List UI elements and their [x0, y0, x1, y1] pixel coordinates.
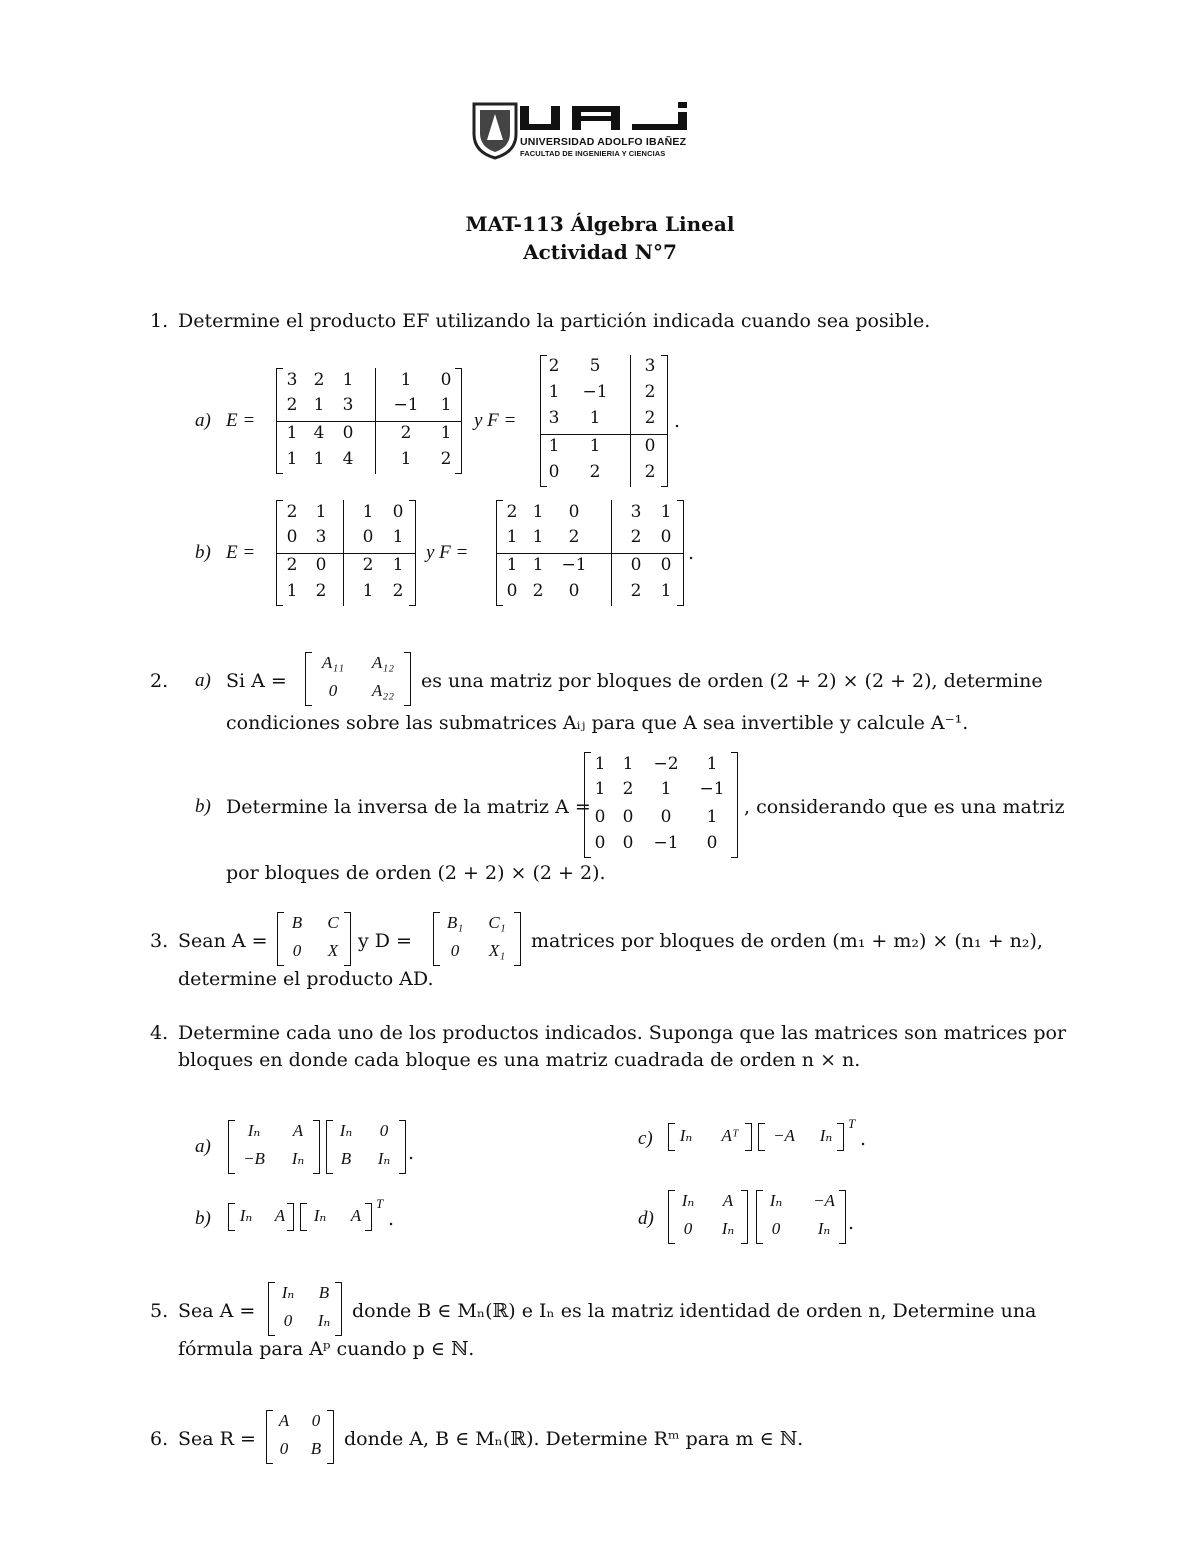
matrix-cell: Iₙ — [817, 1219, 831, 1238]
matrix-cell: 3 — [286, 370, 298, 390]
matrix-cell: −1 — [561, 555, 587, 575]
matrix-cell: 0 — [440, 370, 452, 390]
matrix-cell: A₁₂ — [371, 653, 395, 672]
matrix-cell: 0 — [392, 502, 404, 522]
matrix-cell: 2 — [622, 779, 634, 799]
problem-4d-period: . — [848, 1212, 855, 1234]
matrix-cell: 0 — [568, 502, 580, 522]
problem-2b-label: b) — [195, 796, 211, 817]
matrix-cell: −1 — [582, 382, 608, 402]
matrix-cell: 1 — [440, 395, 452, 415]
matrix-4b-2 — [300, 1203, 372, 1231]
matrix-cell: 3 — [548, 408, 560, 428]
matrix-cell: 4 — [342, 449, 354, 469]
matrix-cell: A — [292, 1121, 304, 1140]
matrix-cell: 0 — [594, 833, 606, 853]
problem-2a-label: a) — [195, 670, 211, 691]
matrix-cell: Iₙ — [721, 1219, 735, 1238]
matrix-cell: −B — [243, 1149, 265, 1168]
matrix-4d-2 — [756, 1190, 846, 1244]
matrix-cell: 1 — [532, 555, 544, 575]
uai-wordmark-icon — [520, 100, 695, 134]
matrix-cell: 0 — [622, 807, 634, 827]
matrix-cell: 2 — [644, 408, 656, 428]
problem-4c-label: c) — [638, 1128, 653, 1149]
matrix-cell: 1 — [660, 779, 672, 799]
matrix-cell: 4 — [313, 423, 325, 443]
matrix-cell: 1 — [362, 581, 374, 601]
problem-2a-text-start: Si A = — [226, 670, 287, 692]
problem-1b-label: b) — [195, 542, 211, 563]
matrix-cell: 0 — [568, 581, 580, 601]
matrix-cell: 0 — [506, 581, 518, 601]
matrix-cell: −1 — [653, 833, 679, 853]
problem-5-number: 5. — [150, 1300, 169, 1322]
university-logo — [470, 100, 695, 162]
matrix-cell: 0 — [706, 833, 718, 853]
matrix-cell: Iₙ — [819, 1126, 833, 1145]
matrix-cell: A — [350, 1206, 362, 1225]
problem-6-text-start: Sea R = — [178, 1428, 256, 1450]
problem-2a-text-line2: condiciones sobre las submatrices Aᵢⱼ para que A sea invertible y calcule A⁻¹. — [226, 712, 969, 734]
matrix-cell: B₁ — [446, 913, 464, 932]
matrix-2b — [584, 752, 738, 858]
matrix-cell: 3 — [342, 395, 354, 415]
matrix-cell: 0 — [622, 833, 634, 853]
matrix-cell: 0 — [315, 555, 327, 575]
matrix-cell: Iₙ — [377, 1149, 391, 1168]
matrix-cell: 0 — [286, 527, 298, 547]
matrix-cell: A₂₂ — [371, 681, 395, 700]
matrix-cell: 1 — [548, 382, 560, 402]
matrix-cell: 2 — [630, 581, 642, 601]
matrix-cell: −1 — [393, 395, 419, 415]
matrix-cell: 1 — [392, 555, 404, 575]
matrix-cell: 0 — [660, 527, 672, 547]
matrix-cell: 2 — [315, 581, 327, 601]
matrix-cell: 1 — [706, 754, 718, 774]
matrix-cell: 3 — [630, 502, 642, 522]
course-title: MAT-113 Álgebra Lineal — [465, 212, 735, 236]
matrix-cell: B — [291, 913, 303, 932]
problem-1b-f-eq: y F = — [426, 542, 469, 563]
matrix-4a-1 — [228, 1120, 320, 1174]
problem-2b-text-end: , considerando que es una matriz — [744, 796, 1065, 818]
matrix-cell: 0 — [283, 1311, 293, 1330]
matrix-cell: X₁ — [488, 941, 506, 960]
problem-1a-period: . — [674, 410, 681, 432]
faculty-name: FACULTAD DE INGENIERIA Y CIENCIAS — [520, 149, 666, 158]
matrix-4b-1 — [228, 1203, 294, 1231]
matrix-cell: A — [274, 1206, 286, 1225]
matrix-cell: B — [318, 1283, 330, 1302]
matrix-4a-2 — [326, 1120, 406, 1174]
problem-2b-text-start: Determine la inversa de la matriz A = — [226, 796, 591, 818]
matrix-cell: 0 — [292, 941, 302, 960]
matrix-4c-1 — [668, 1123, 752, 1151]
matrix-cell: Iₙ — [239, 1206, 253, 1225]
matrix-cell: 0 — [644, 436, 656, 456]
matrix-cell: Iₙ — [339, 1121, 353, 1140]
matrix-cell: 1 — [315, 502, 327, 522]
matrix-cell: 1 — [342, 370, 354, 390]
matrix-2a — [305, 652, 411, 706]
matrix-cell: −A — [773, 1126, 795, 1145]
matrix-cell: 2 — [644, 462, 656, 482]
matrix-cell: A₁₁ — [321, 653, 345, 672]
matrix-cell: 1 — [594, 779, 606, 799]
matrix-cell: 1 — [589, 408, 601, 428]
university-name: UNIVERSIDAD ADOLFO IBAÑEZ — [520, 136, 687, 148]
matrix-cell: 2 — [644, 382, 656, 402]
problem-4-line1: Determine cada uno de los productos indicados. Suponga que las matrices son matrices por — [178, 1022, 1067, 1044]
matrix-cell: 1 — [589, 436, 601, 456]
university-seal-icon — [470, 100, 520, 160]
matrix-cell: 3 — [644, 356, 656, 376]
matrix-cell: Iₙ — [281, 1283, 295, 1302]
matrix-1b-e — [276, 500, 416, 606]
matrix-4c-2 — [758, 1123, 844, 1151]
matrix-cell: 0 — [362, 527, 374, 547]
matrix-cell: Iₙ — [291, 1149, 305, 1168]
matrix-cell: 2 — [392, 581, 404, 601]
matrix-cell: Iₙ — [681, 1191, 695, 1210]
matrix-cell: 0 — [630, 555, 642, 575]
problem-4a-label: a) — [195, 1136, 211, 1157]
matrix-cell: 1 — [313, 395, 325, 415]
matrix-cell: 0 — [279, 1439, 289, 1458]
matrix-cell: C₁ — [488, 913, 506, 932]
matrix-cell: Iₙ — [313, 1206, 327, 1225]
matrix-5-a — [268, 1282, 342, 1336]
matrix-cell: 0 — [660, 555, 672, 575]
matrix-cell: 3 — [315, 527, 327, 547]
matrix-cell: 2 — [589, 462, 601, 482]
matrix-cell: 2 — [440, 449, 452, 469]
problem-4b-period: . — [388, 1208, 395, 1230]
matrix-cell: 0 — [328, 681, 338, 700]
problem-1a-f-eq: y F = — [474, 410, 517, 431]
problem-2b-text-line2: por bloques de orden (2 + 2) × (2 + 2). — [226, 862, 606, 884]
matrix-cell: 0 — [594, 807, 606, 827]
problem-6-text-end: donde A, B ∈ Mₙ(ℝ). Determine Rᵐ para m ∈ ℕ. — [344, 1428, 804, 1450]
matrix-6-r — [266, 1410, 334, 1464]
matrix-cell: −A — [813, 1191, 835, 1210]
problem-4b-transpose: T — [376, 1196, 384, 1211]
matrix-cell: 0 — [450, 941, 460, 960]
matrix-cell: 0 — [311, 1411, 321, 1430]
matrix-cell: 1 — [286, 449, 298, 469]
matrix-cell: Iₙ — [679, 1126, 693, 1145]
problem-4d-label: d) — [638, 1208, 654, 1229]
problem-1b-period: . — [688, 542, 695, 564]
matrix-cell: 1 — [286, 581, 298, 601]
matrix-cell: 1 — [400, 370, 412, 390]
matrix-cell: 1 — [660, 502, 672, 522]
matrix-cell: 2 — [532, 581, 544, 601]
matrix-cell: 1 — [313, 449, 325, 469]
matrix-cell: 0 — [548, 462, 560, 482]
matrix-cell: 2 — [286, 555, 298, 575]
problem-4a-period: . — [408, 1142, 415, 1164]
matrix-cell: X — [327, 941, 339, 960]
matrix-cell: 5 — [589, 356, 601, 376]
problem-3-line2: determine el producto AD. — [178, 968, 434, 990]
matrix-cell: 2 — [362, 555, 374, 575]
problem-2-number: 2. — [150, 670, 169, 692]
matrix-cell: 2 — [400, 423, 412, 443]
problem-1-number: 1. — [150, 310, 169, 332]
matrix-cell: 1 — [286, 423, 298, 443]
matrix-cell: 1 — [532, 502, 544, 522]
problem-4c-period: . — [860, 1128, 867, 1150]
matrix-cell: 1 — [706, 807, 718, 827]
matrix-cell: 1 — [594, 754, 606, 774]
matrix-cell: 0 — [771, 1219, 781, 1238]
matrix-cell: 2 — [568, 527, 580, 547]
problem-1a-e-eq: E = — [226, 410, 256, 431]
matrix-cell: Aᵀ — [721, 1126, 739, 1145]
matrix-cell: 1 — [506, 527, 518, 547]
matrix-cell: A — [278, 1411, 290, 1430]
problem-4-line2: bloques en donde cada bloque es una matriz cuadrada de orden n × n. — [178, 1049, 861, 1071]
problem-1b-e-eq: E = — [226, 542, 256, 563]
matrix-cell: 0 — [683, 1219, 693, 1238]
matrix-cell: 1 — [532, 527, 544, 547]
matrix-cell: 1 — [362, 502, 374, 522]
matrix-cell: 1 — [440, 423, 452, 443]
matrix-4d-1 — [668, 1190, 748, 1244]
problem-3-number: 3. — [150, 930, 169, 952]
activity-title: Actividad N°7 — [523, 240, 677, 264]
matrix-cell: 2 — [286, 395, 298, 415]
matrix-cell: −1 — [699, 779, 725, 799]
problem-4c-transpose: T — [848, 1116, 856, 1131]
matrix-cell: Iₙ — [247, 1121, 261, 1140]
matrix-cell: 1 — [622, 754, 634, 774]
matrix-1a-e — [276, 368, 462, 474]
problem-5-text-start: Sea A = — [178, 1300, 256, 1322]
matrix-cell: 1 — [548, 436, 560, 456]
problem-2a-text-end: es una matriz por bloques de orden (2 + 2) × (2 + 2), determine — [421, 670, 1043, 692]
matrix-1b-f — [496, 500, 684, 606]
matrix-cell: B — [310, 1439, 322, 1458]
matrix-cell: B — [340, 1149, 352, 1168]
matrix-cell: C — [327, 913, 339, 932]
matrix-cell: 1 — [400, 449, 412, 469]
problem-3-mid: y D = — [358, 930, 412, 952]
problem-5-text-end: donde B ∈ Mₙ(ℝ) e Iₙ es la matriz identidad de orden n, Determine una — [352, 1300, 1037, 1322]
matrix-cell: Iₙ — [317, 1311, 331, 1330]
problem-1a-label: a) — [195, 410, 211, 431]
problem-6-number: 6. — [150, 1428, 169, 1450]
matrix-cell: 2 — [630, 527, 642, 547]
matrix-1a-f — [540, 355, 668, 487]
matrix-cell: 0 — [660, 807, 672, 827]
matrix-cell: Iₙ — [769, 1191, 783, 1210]
problem-5-line2: fórmula para Aᵖ cuando p ∈ ℕ. — [178, 1338, 475, 1360]
matrix-cell: 2 — [548, 356, 560, 376]
matrix-cell: 2 — [313, 370, 325, 390]
problem-3-text-end: matrices por bloques de orden (m₁ + m₂) × (n₁ + n₂), — [531, 930, 1043, 952]
matrix-cell: 0 — [379, 1121, 389, 1140]
matrix-cell: 2 — [506, 502, 518, 522]
matrix-3-a — [277, 912, 351, 966]
matrix-cell: 1 — [660, 581, 672, 601]
problem-4-number: 4. — [150, 1022, 169, 1044]
matrix-cell: −2 — [653, 754, 679, 774]
matrix-cell: 2 — [286, 502, 298, 522]
matrix-3-d — [433, 912, 521, 966]
problem-4b-label: b) — [195, 1208, 211, 1229]
matrix-cell: 0 — [342, 423, 354, 443]
matrix-cell: 1 — [392, 527, 404, 547]
matrix-cell: A — [722, 1191, 734, 1210]
problem-1-statement: Determine el producto EF utilizando la partición indicada cuando sea posible. — [178, 310, 931, 332]
matrix-cell: 1 — [506, 555, 518, 575]
problem-3-text-start: Sean A = — [178, 930, 268, 952]
